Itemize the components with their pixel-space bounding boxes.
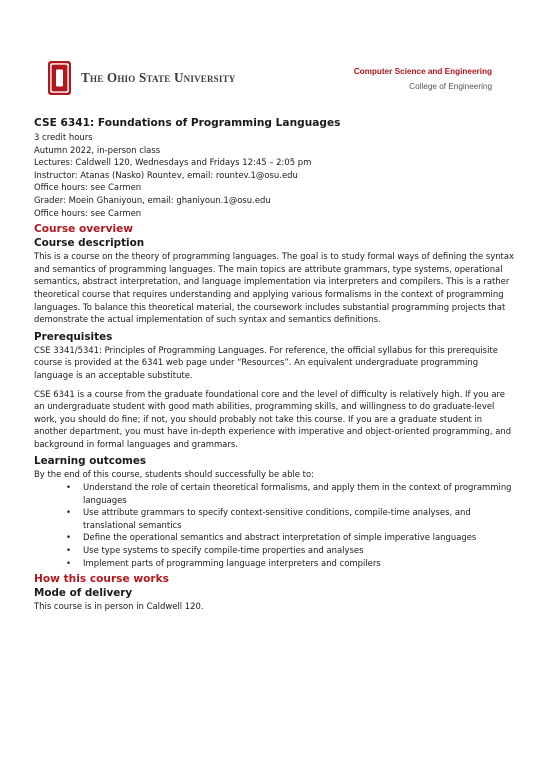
course-meta — [34, 131, 516, 219]
grader-office-hours: Office hours: see Carmen — [34, 207, 142, 218]
credit-hours: 3 credit hours — [34, 132, 93, 142]
how-course-works-heading: How this course works — [34, 573, 169, 586]
course-description-text: This is a course on the theory of programming languages. The goal is to study formal ways of defining the syntax and semantics of programming languages. The main topics are attribute grammars, type systems, operational semantics, abstract interpretation, and language implementation via interpreters and compilers. This is a rather theoretical course that requires understanding and applying various formalisms in the context of programming languages. To balance this theoretical material, the coursework includes substantial programming projects that demonstrate the actual implementation of such syntax and semantics definitions. — [34, 251, 515, 325]
list-item — [34, 506, 516, 531]
department-block — [354, 64, 492, 94]
bullet-icon: • — [66, 482, 71, 493]
list-item — [34, 531, 516, 544]
list-item — [34, 481, 516, 506]
list-item — [34, 544, 516, 557]
course-title: CSE 6341: Foundations of Programming Languages — [34, 117, 341, 129]
outcome-text: Use attribute grammars to specify context-sensitive conditions, compile-time analyses, and translational semantics — [83, 507, 471, 530]
grader: Grader: Moein Ghaniyoun, email: ghaniyoun.1@osu.edu — [34, 194, 271, 205]
outcome-text: Use type systems to specify compile-time properties and analyses — [83, 545, 364, 556]
course-description-heading: Course description — [34, 237, 145, 250]
course-overview-heading: Course overview — [34, 223, 134, 236]
instructor-office-hours: Office hours: see Carmen — [34, 182, 142, 193]
learning-outcomes-list — [34, 481, 516, 569]
outcome-text: Define the operational semantics and abstract interpretation of simple imperative languages — [83, 532, 477, 543]
syllabus-content — [34, 116, 516, 613]
bullet-icon: • — [66, 545, 71, 556]
learning-outcomes-intro: By the end of this course, students should successfully be able to: — [34, 469, 314, 480]
outcome-text: Understand the role of certain theoretical formalisms, and apply them in the context of programming languages — [83, 482, 512, 505]
block-o-logo-icon — [48, 61, 71, 95]
list-item — [34, 557, 516, 570]
lectures: Lectures: Caldwell 120, Wednesdays and Fridays 12:45 – 2:05 pm — [34, 157, 312, 168]
learning-outcomes-heading: Learning outcomes — [34, 455, 147, 468]
department-name: Computer Science and Engineering — [353, 67, 492, 76]
college-name: College of Engineering — [409, 82, 492, 91]
term: Autumn 2022, in-person class — [34, 144, 161, 155]
prerequisites-heading: Prerequisites — [34, 330, 113, 343]
bullet-icon: • — [66, 507, 71, 518]
bullet-icon: • — [66, 532, 71, 543]
instructor: Instructor: Atanas (Nasko) Rountev, email: rountev.1@osu.edu — [34, 169, 298, 180]
mode-of-delivery-heading: Mode of delivery — [34, 587, 133, 600]
prerequisites-text: CSE 3341/5341: Principles of Programming Languages. For reference, the official syllabus for this prerequisite course is provided at the 6341 web page under “Resources”. An equivalent undergraduate programming language is an acceptable substitute. — [34, 344, 498, 380]
mode-of-delivery-text: This course is in person in Caldwell 120. — [34, 601, 204, 612]
outcome-text: Implement parts of programming language interpreters and compilers — [83, 557, 381, 568]
osu-logo — [48, 61, 236, 95]
bullet-icon: • — [66, 557, 71, 568]
university-name: The Ohio State University — [81, 70, 236, 86]
difficulty-text: CSE 6341 is a course from the graduate foundational core and the level of difficulty is relatively high. If you are an undergraduate student with good math abilities, programming skills, and willingness to do graduate-level work, you should do fine; if not, you should probably not take this course. If you are a graduate student in another department, you must have in-depth experience with imperative and object-oriented programming, and background in formal languages and grammars. — [34, 388, 512, 449]
